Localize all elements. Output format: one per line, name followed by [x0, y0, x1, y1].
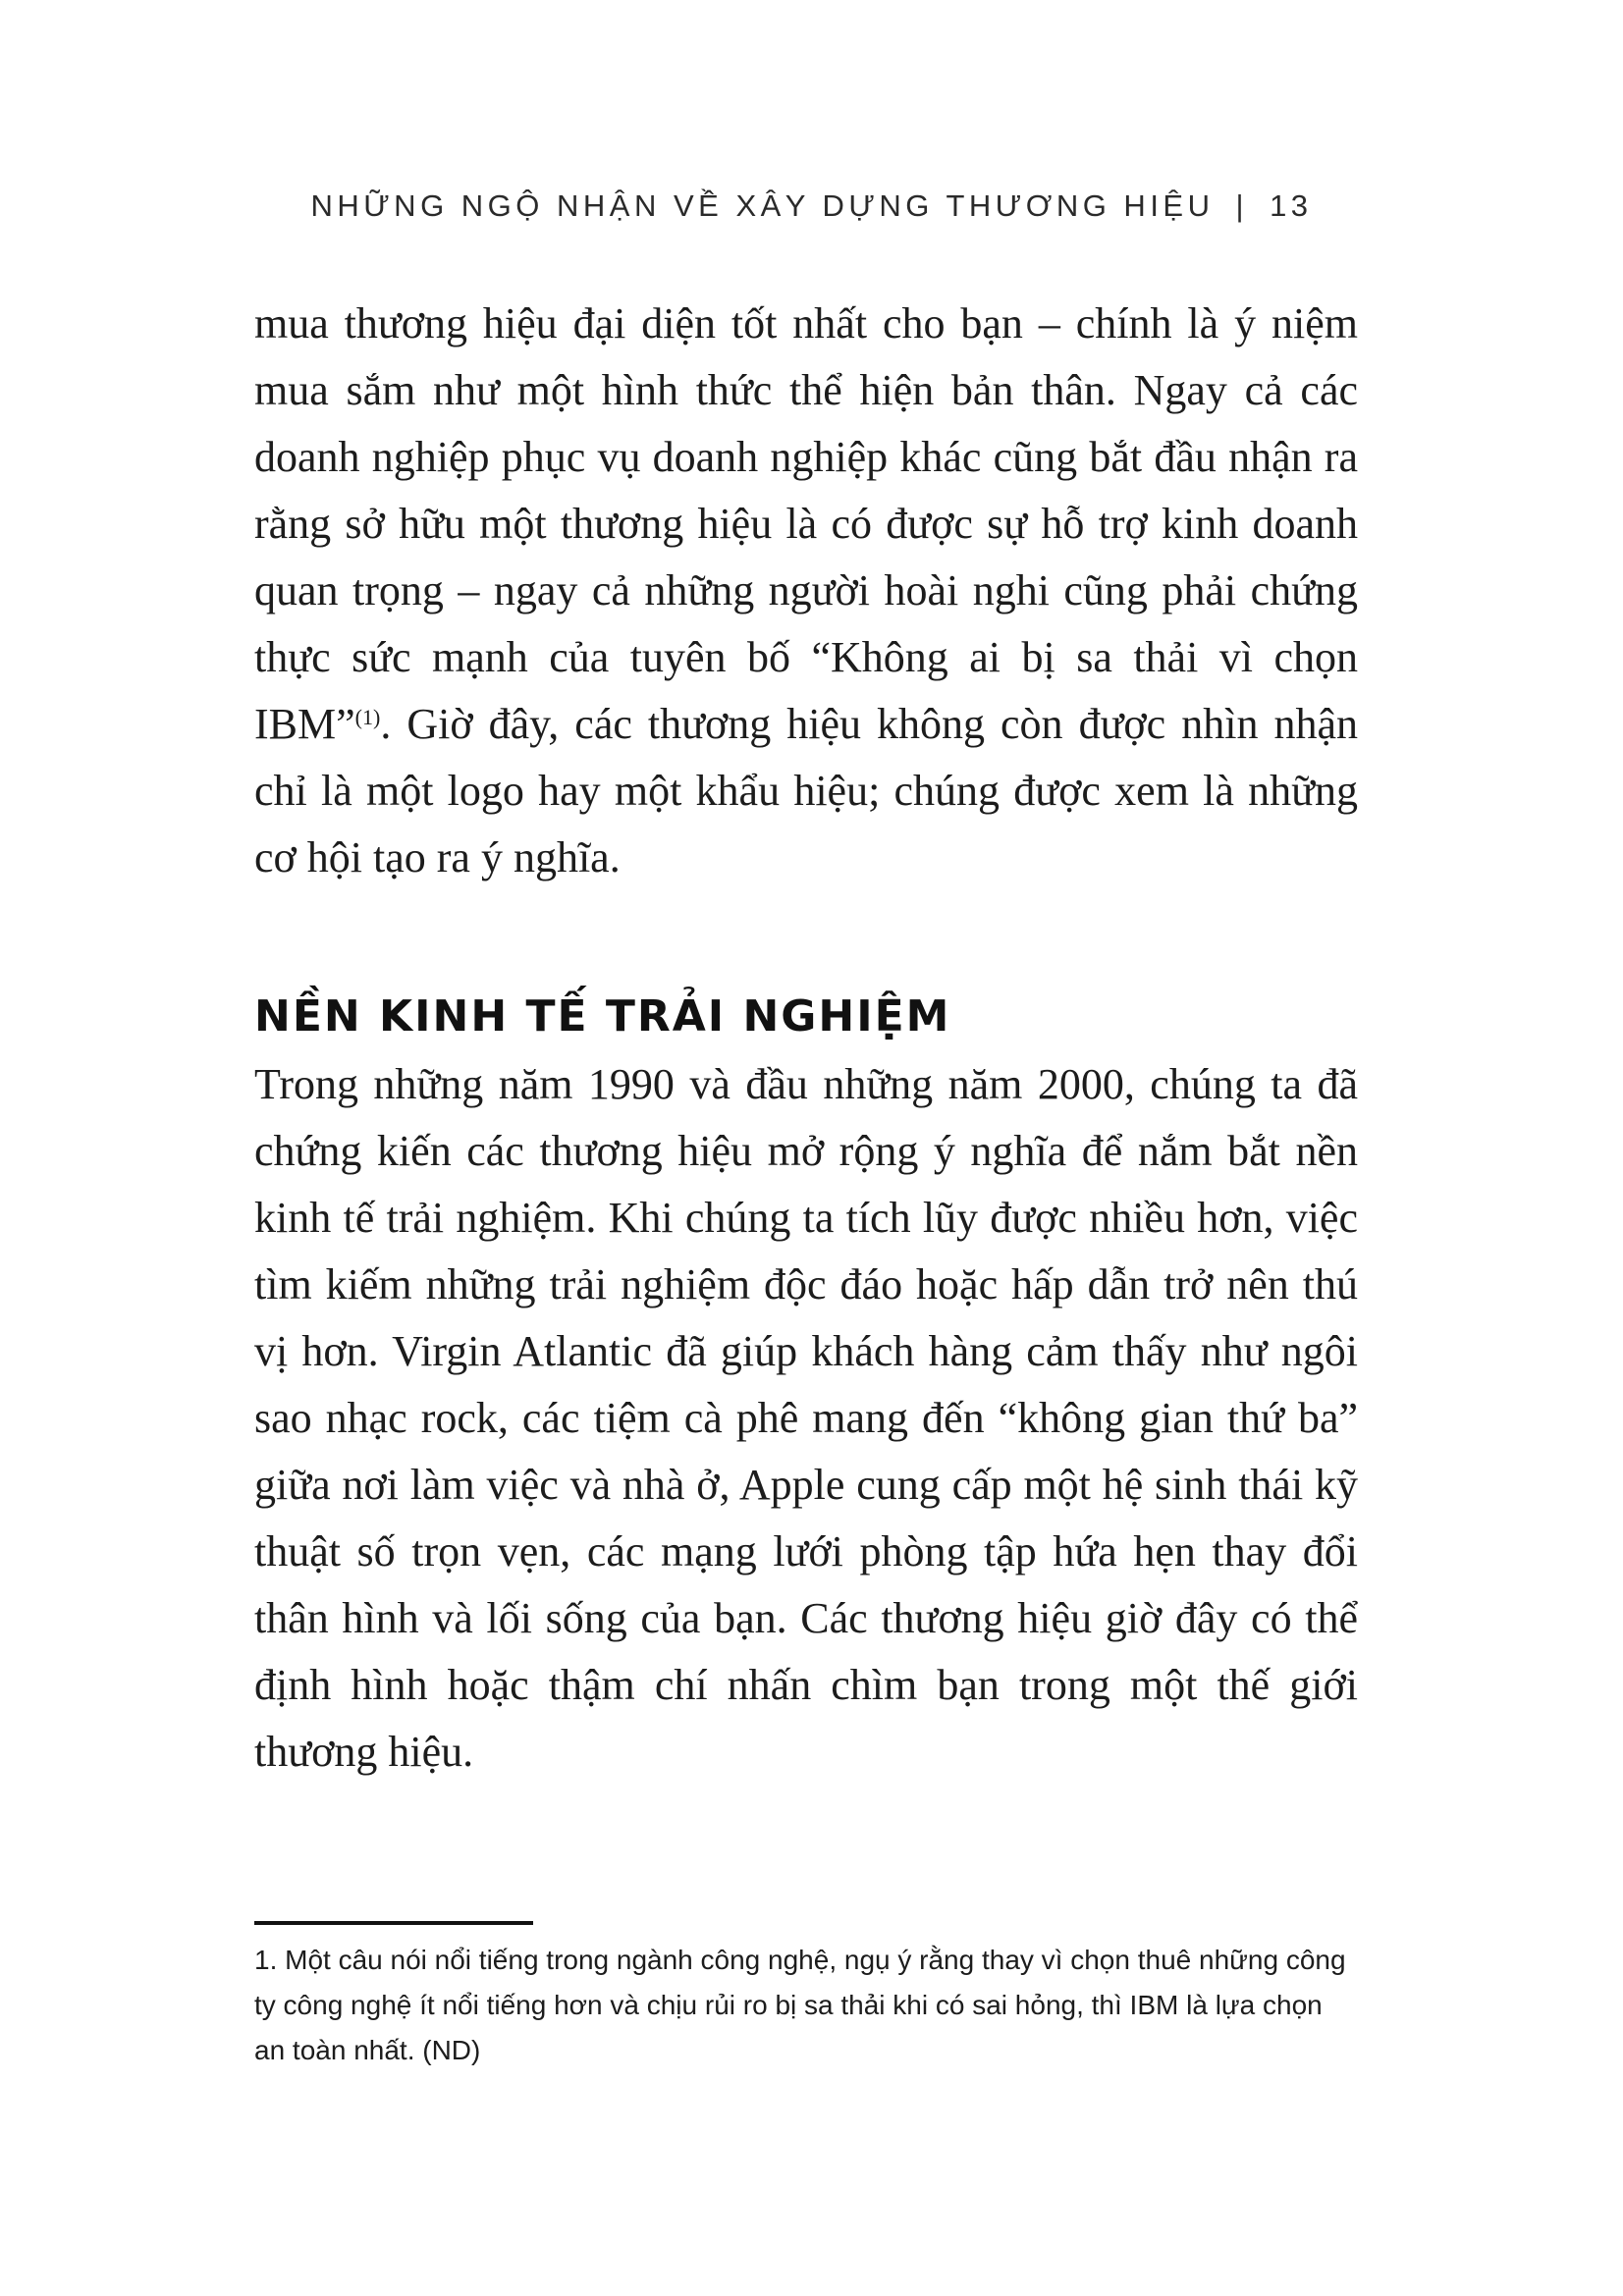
running-header — [0, 188, 1623, 224]
section-heading: NỀN KINH TẾ TRẢI NGHIỆM — [254, 991, 951, 1041]
paragraph-text-part-2: . Giờ đây, các thương hiệu không còn được nhìn nhận chỉ là một logo hay một khẩu hiệu; chúng được xem là những cơ hội tạo ra ý nghĩa. — [254, 700, 1358, 881]
body-paragraph-continued — [254, 291, 1358, 891]
running-header-title: NHỮNG NGỘ NHẬN VỀ XÂY DỰNG THƯƠNG HIỆU — [310, 188, 1215, 223]
body-paragraph: Trong những năm 1990 và đầu những năm 2000, chúng ta đã chứng kiến các thương hiệu mở rộng ý nghĩa để nắm bắt nền kinh tế trải nghiệm. Khi chúng ta tích lũy được nhiều hơn, việc tìm kiếm những trải nghiệm độc đáo hoặc hấp dẫn trở nên thú vị hơn. Virgin Atlantic đã giúp khách hàng cảm thấy như ngôi sao nhạc rock, các tiệm cà phê mang đến “không gian thứ ba” giữa nơi làm việc và nhà ở, Apple cung cấp một hệ sinh thái kỹ thuật số trọn vẹn, các mạng lưới phòng tập hứa hẹn thay đổi thân hình và lối sống của bạn. Các thương hiệu giờ đây có thể định hình hoặc thậm chí nhấn chìm bạn trong một thế giới thương hiệu. — [254, 1060, 1358, 1776]
paragraph-text-part-1: mua thương hiệu đại diện tốt nhất cho bạn – chính là ý niệm mua sắm như một hình thức thể hiện bản thân. Ngay cả các doanh nghiệp phục vụ doanh nghiệp khác cũng bắt đầu nhận ra rằng sở hữu một thương hiệu là có được sự hỗ trợ kinh doanh quan trọng – ngay cả những người hoài nghi cũng phải chứng thực sức mạnh của tuyên bố “Không ai bị sa thải vì chọn IBM” — [254, 299, 1358, 748]
footnote-text: 1. Một câu nói nổi tiếng trong ngành công nghệ, ngụ ý rằng thay vì chọn thuê những công ty công nghệ ít nổi tiếng hơn và chịu rủi ro bị sa thải khi có sai hỏng, thì IBM là lựa chọn an toàn nhất. (ND) — [254, 1945, 1346, 2065]
page-number: 13 — [1270, 188, 1313, 223]
footnote-reference: (1) — [354, 705, 381, 729]
footnote-divider — [254, 1921, 533, 1925]
header-separator: | — [1235, 188, 1249, 223]
